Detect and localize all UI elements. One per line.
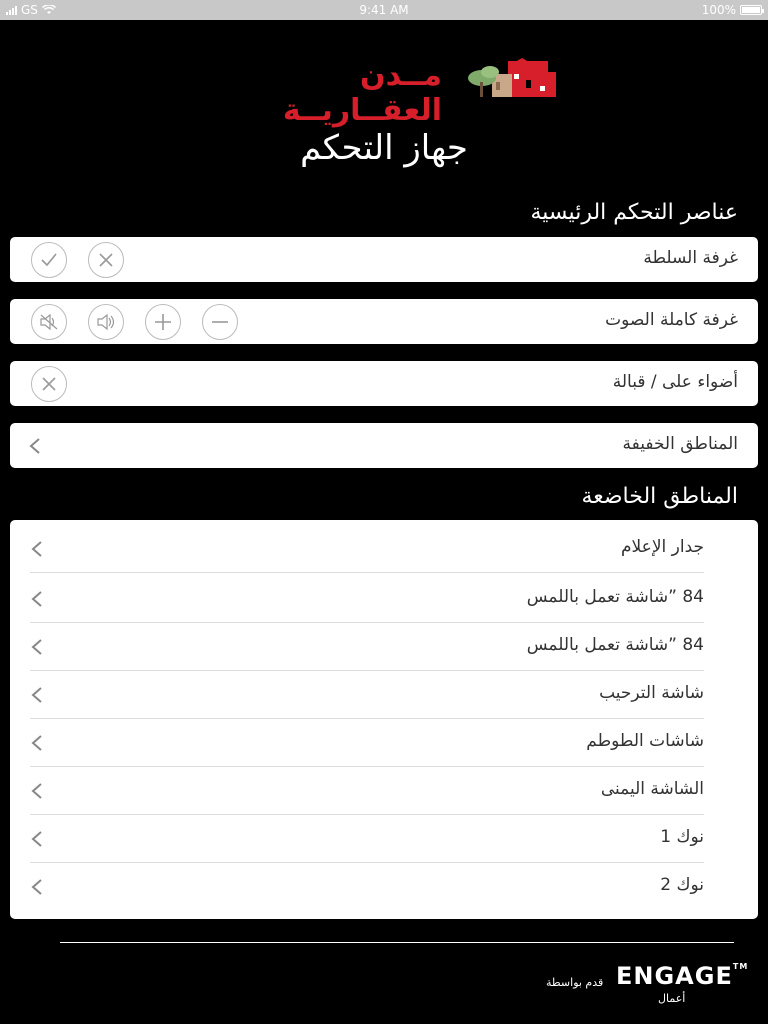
list-item[interactable]	[30, 671, 704, 719]
chevron-left-icon	[30, 591, 44, 607]
list-item-label: شاشة الترحيب	[599, 683, 704, 703]
chevron-left-icon	[30, 783, 44, 799]
row-label: المناطق الخفيفة	[622, 434, 738, 454]
lights-off-button[interactable]	[31, 366, 67, 402]
carrier-label: GS	[21, 3, 38, 17]
mute-icon	[38, 311, 60, 333]
volume-down-button[interactable]	[202, 304, 238, 340]
row-label: غرفة كاملة الصوت	[605, 310, 738, 330]
plus-icon	[152, 311, 174, 333]
divider	[30, 572, 704, 573]
list-item[interactable]	[30, 767, 704, 815]
row-label: أضواء على / قبالة	[612, 372, 738, 392]
volume-button[interactable]	[88, 304, 124, 340]
engage-sub-label: أعمال	[658, 992, 686, 1005]
minus-icon	[209, 311, 231, 333]
check-button[interactable]	[31, 242, 67, 278]
battery-percent: 100%	[701, 3, 736, 17]
list-item[interactable]	[30, 623, 704, 671]
list-item-label: 84 ”شاشة تعمل باللمس	[526, 635, 704, 655]
chevron-left-icon	[30, 639, 44, 655]
list-item-label: نوك 2	[660, 875, 704, 895]
control-row-power-room	[10, 237, 758, 282]
close-icon	[38, 373, 60, 395]
status-bar	[0, 0, 768, 20]
chevron-left-icon	[30, 879, 44, 895]
subject-zones-title: المناطق الخاضعة	[581, 484, 738, 509]
list-item-label: شاشات الطوطم	[586, 731, 704, 751]
list-item-label: 84 ”شاشة تعمل باللمس	[526, 587, 704, 607]
close-icon	[95, 249, 117, 271]
chevron-left-icon	[30, 541, 44, 557]
status-time: 9:41 AM	[359, 3, 409, 17]
list-item-label: جدار الإعلام	[621, 537, 704, 557]
powered-by-label: قدم بواسطة	[546, 976, 604, 989]
list-item[interactable]	[30, 815, 704, 863]
trademark-mark: TM	[732, 962, 749, 971]
subject-zones-list	[10, 520, 758, 919]
logo-text: مــدن العقــاريــة	[282, 58, 442, 128]
list-item-label: الشاشة اليمنى	[600, 779, 704, 799]
logo-mark-icon	[466, 58, 556, 100]
volume-icon	[95, 311, 117, 333]
row-label: غرفة السلطة	[643, 248, 738, 268]
engage-brand: ENGAGE	[616, 962, 733, 990]
chevron-left-icon	[30, 735, 44, 751]
list-item[interactable]	[30, 863, 704, 911]
list-item-label: نوك 1	[660, 827, 704, 847]
chevron-left-icon	[30, 831, 44, 847]
brand-logo	[210, 58, 560, 128]
mute-button[interactable]	[31, 304, 67, 340]
list-item[interactable]	[30, 525, 704, 573]
chevron-left-icon	[28, 438, 42, 454]
engage-logo	[616, 962, 748, 990]
control-row-lights	[10, 361, 758, 406]
main-controls-title: عناصر التحكم الرئيسية	[530, 200, 738, 225]
volume-up-button[interactable]	[145, 304, 181, 340]
list-item[interactable]	[30, 575, 704, 623]
battery-icon	[740, 5, 762, 15]
check-icon	[38, 249, 60, 271]
footer-divider	[60, 942, 734, 943]
chevron-left-icon	[30, 687, 44, 703]
control-row-full-sound	[10, 299, 758, 344]
page-title: جهاز التحكم	[300, 128, 468, 168]
list-item[interactable]	[30, 719, 704, 767]
status-right	[702, 3, 762, 17]
control-row-light-zones[interactable]	[10, 423, 758, 468]
close-button[interactable]	[88, 242, 124, 278]
